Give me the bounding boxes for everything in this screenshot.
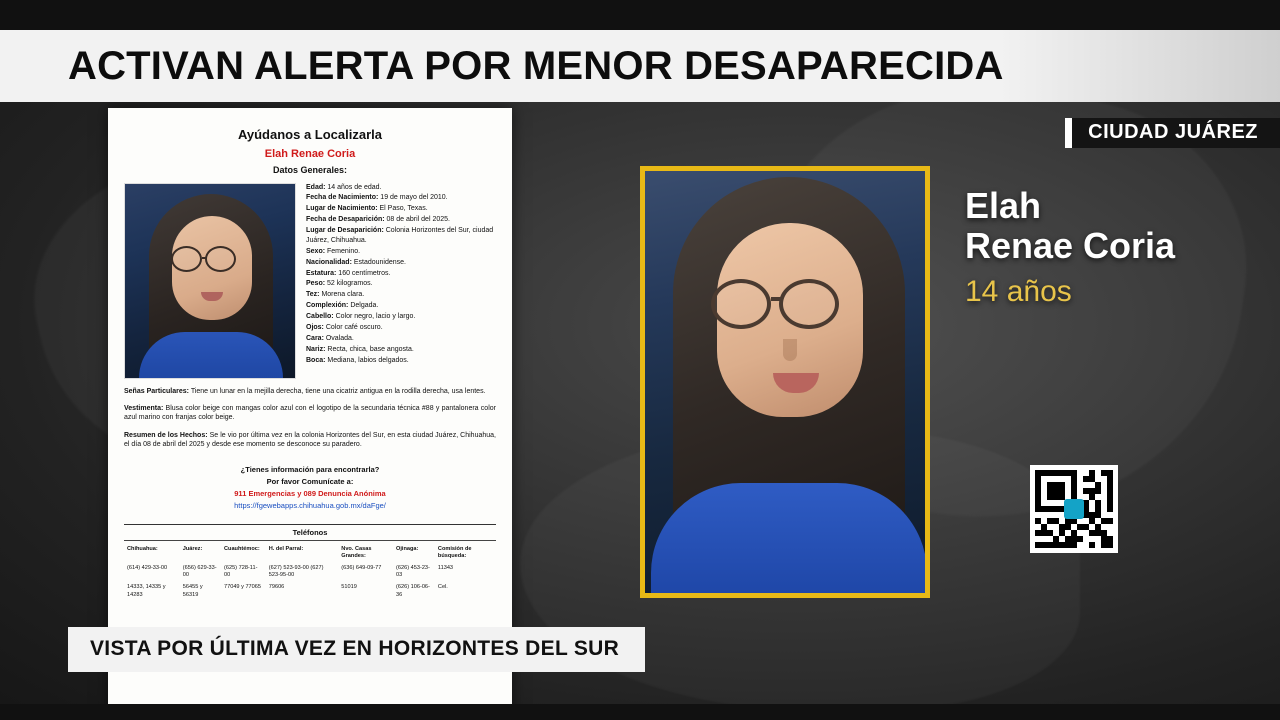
phones-cell: (625) 728-11-00 (223, 564, 258, 579)
phones-column-header: Juárez: (182, 545, 203, 552)
poster-fact-value: 52 kilogramos. (327, 280, 373, 288)
phones-column-header: H. del Parral: (268, 545, 304, 552)
poster-fact-value: 19 de mayo del 2010. (380, 194, 448, 202)
poster-senas (124, 387, 496, 396)
poster-fact-value: 14 años de edad. (327, 183, 382, 191)
poster-title: Ayúdanos a Localizarla (237, 127, 382, 142)
poster-senas-text: Tiene un lunar en la mejilla derecha, tiene una cicatriz antigua en la rodilla derecha, usa lentes. (190, 387, 486, 395)
poster-fact (306, 193, 496, 202)
subject-name-block (965, 186, 1175, 309)
phones-cell: 56455 y 56319 (182, 584, 203, 598)
poster-resumen-label: Resumen de los Hechos: (124, 431, 208, 439)
poster-fact (306, 323, 496, 332)
poster-senas-label: Señas Particulares: (124, 387, 189, 395)
phones-column-header: Nvo. Casas Grandes: (341, 545, 372, 560)
poster-resumen-text: Se le vio por última vez en la colonia Horizontes del Sur, en esta ciudad Juárez, Chihuahua, el día 08 de abril del 2025 y desde ese momento se desconoce su paradero. (124, 431, 496, 449)
poster-fact (306, 301, 496, 310)
poster-vestimenta-text: Blusa color beige con mangas color azul con el logotipo de la secundaria técnica #88 y pantalonera color azul marino con franjas color beige. (124, 404, 496, 422)
phones-cell: (614) 429-33-00 (127, 564, 168, 571)
headline-text: ACTIVAN ALERTA POR MENOR DESAPARECIDA (68, 43, 1004, 88)
poster-fact (306, 183, 496, 192)
poster-fact-value: Mediana, labios delgados. (327, 357, 409, 365)
phones-cell: (627) 523-93-00 (627) 523-95-00 (268, 564, 324, 579)
poster-fact (306, 269, 496, 278)
poster-resumen (124, 431, 496, 450)
location-accent-bar (1065, 118, 1072, 148)
phones-cell: (626) 106-06-36 (396, 584, 430, 598)
subject-age: 14 años (965, 274, 1072, 308)
poster-fact-value: 08 de abril del 2025. (386, 216, 450, 224)
phones-cell: 79606 (268, 584, 285, 591)
poster-vestimenta-label: Vestimenta: (124, 404, 164, 412)
poster-fact-label: Complexión: (306, 302, 351, 310)
poster-fact-label: Lugar de Desaparición: (306, 227, 386, 235)
poster-facts-list (306, 183, 496, 379)
poster-fact-label: Sexo: (306, 247, 328, 255)
letterbox-bottom (0, 704, 1280, 720)
poster-subtitle: Datos Generales: (272, 165, 348, 176)
table-row (124, 582, 496, 601)
poster-fact-label: Estatura: (306, 269, 339, 277)
poster-fact (306, 312, 496, 321)
location-tag-label: CIUDAD JUÁREZ (1072, 118, 1280, 148)
poster-contact-block (124, 464, 496, 512)
poster-fact-value: Estadounidense. (353, 258, 406, 266)
poster-fact-label: Cabello: (306, 313, 336, 321)
poster-fact-label: Fecha de Nacimiento: (306, 194, 381, 202)
poster-fact-value: 160 centímetros. (338, 269, 391, 277)
poster-fact-value: Delgada. (350, 302, 379, 310)
poster-fact (306, 226, 496, 245)
phones-column-header: Cuauhtémoc: (223, 545, 260, 552)
poster-name: Elah Renae Coria (264, 147, 356, 160)
poster-fact (306, 258, 496, 267)
phones-cell: 77049 y 77065 (223, 584, 261, 591)
poster-fact-value: El Paso, Texas. (379, 205, 428, 213)
poster-fact-label: Fecha de Desaparición: (306, 216, 387, 224)
poster-fact (306, 279, 496, 288)
table-row (124, 563, 496, 582)
subject-photo-frame (640, 166, 930, 598)
phones-cell: 14333, 14335 y 14283 (127, 584, 166, 598)
phones-table (124, 544, 496, 601)
subject-last-name: Renae Coria (965, 225, 1176, 267)
poster-divider (124, 540, 496, 541)
headline-banner (0, 30, 1280, 102)
poster-fact-value: Ovalada. (325, 335, 354, 343)
poster-fact-label: Lugar de Nacimiento: (306, 205, 380, 213)
poster-fact (306, 215, 496, 224)
poster-fact (306, 345, 496, 354)
phones-cell: (656) 629-33-00 (182, 564, 217, 579)
poster-fact (306, 247, 496, 256)
phones-cell: (626) 453-23-03 (396, 564, 430, 579)
lower-third-ticker: VISTA POR ÚLTIMA VEZ EN HORIZONTES DEL SUR (68, 627, 645, 672)
poster-fact-label: Edad: (306, 183, 328, 191)
phones-title: Teléfonos (124, 524, 496, 538)
poster-fact-value: Morena clara. (321, 291, 365, 299)
phones-column-header: Ojinaga: (396, 545, 419, 552)
poster-fact (306, 290, 496, 299)
poster-body (124, 183, 496, 379)
phones-cell: Cel. (437, 584, 448, 591)
phones-cell: 11343 (437, 564, 454, 571)
poster-fact-label: Boca: (306, 357, 328, 365)
qr-code[interactable] (1030, 465, 1118, 553)
contact-question: ¿Tienes información para encontrarla? (240, 464, 380, 474)
poster-fact-label: Tez: (306, 291, 322, 299)
poster-fact-label: Ojos: (306, 324, 326, 332)
poster-fact-value: Colonia Horizontes del Sur, ciudad Juárez, Chihuahua. (306, 227, 494, 244)
phones-column-header: Chihuahua: (127, 545, 158, 552)
poster-photo (124, 183, 296, 379)
poster-fact-value: Recta, chica, base angosta. (327, 346, 414, 354)
contact-line: Por favor Comunícate a: (266, 476, 354, 486)
poster-fact-label: Nariz: (306, 346, 328, 354)
phones-cell: 51019 (341, 584, 357, 591)
poster-fact-value: Color café oscuro. (325, 324, 383, 332)
poster-fact-label: Cara: (306, 335, 326, 343)
location-tag (1065, 118, 1280, 148)
letterbox-top (0, 0, 1280, 30)
subject-first-name: Elah (965, 185, 1042, 226)
poster-fact-value: Color negro, lacio y largo. (335, 313, 416, 321)
poster-fact-label: Peso: (306, 280, 328, 288)
qr-logo-icon (1064, 499, 1084, 519)
poster-fact (306, 334, 496, 343)
phones-column-header: Comisión de búsqueda: (437, 545, 472, 560)
poster-fact (306, 204, 496, 213)
phones-cell: (636) 649-09-77 (341, 564, 382, 571)
poster-fact (306, 356, 496, 365)
poster-fact-value: Femenino. (327, 247, 361, 255)
poster-vestimenta (124, 404, 496, 423)
poster-fact-label: Nacionalidad: (306, 258, 354, 266)
emergency-numbers: 911 Emergencias y 089 Denuncia Anónima (234, 488, 386, 498)
report-url[interactable]: https://fgewebapps.chihuahua.gob.mx/daFge/ (234, 500, 386, 510)
